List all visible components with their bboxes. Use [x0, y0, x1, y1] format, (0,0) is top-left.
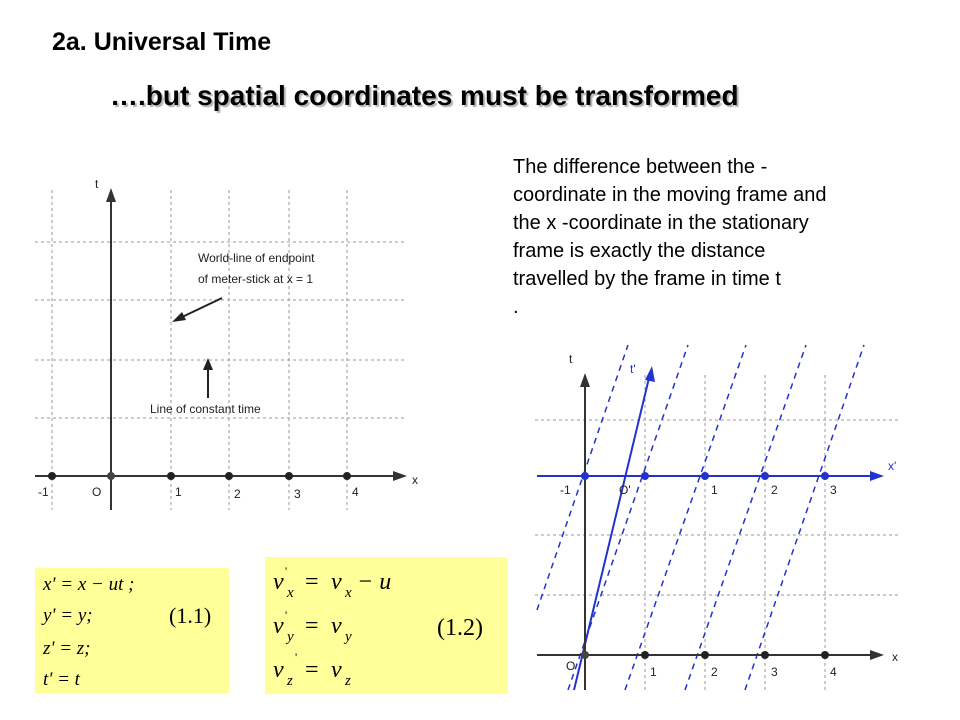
left-x-label: x — [412, 473, 418, 487]
lower-point-2 — [701, 651, 709, 659]
left-tick-label: 3 — [294, 487, 301, 501]
eq-prime: ' — [285, 564, 288, 578]
x-prime-arrow-icon — [870, 471, 884, 481]
equation-line: x' = x − ut ; — [43, 574, 135, 595]
velocity-equation-x — [273, 564, 391, 601]
eq-lhs: v — [273, 657, 284, 683]
eq-rhs-sub: x — [345, 585, 352, 601]
annotation-worldline-line1: World-line of endpoint — [198, 251, 315, 265]
right-t-axis-arrow-icon — [580, 373, 590, 387]
annotation-constant-time: Line of constant time — [150, 402, 261, 416]
description-line: The difference between the - — [513, 156, 768, 178]
left-origin-label: O — [92, 485, 102, 499]
eq-equals: = — [305, 657, 319, 683]
eq-equals: = — [305, 613, 319, 639]
lower-point-4 — [821, 651, 829, 659]
eq-rhs: v — [331, 569, 342, 595]
t-prime-label: t' — [630, 362, 636, 376]
description-line: the x -coordinate in the stationary — [513, 212, 809, 234]
x-prime-label: x' — [888, 459, 897, 473]
slide-subtitle: ….but spatial coordinates must be transformed — [110, 80, 739, 111]
lower-tick-label: 1 — [650, 665, 657, 679]
equations-galilean-coordinates — [35, 568, 229, 693]
eq-lhs-sub: y — [287, 629, 294, 645]
eq-prime: ' — [285, 608, 288, 622]
upper-tick-label: O' — [619, 483, 631, 497]
lower-point-1 — [641, 651, 649, 659]
eq-lhs: v — [273, 569, 284, 595]
eq-rhs: v — [331, 657, 342, 683]
eq-rhs-sub: z — [345, 673, 351, 689]
left-tick-label: 4 — [352, 485, 359, 499]
eq-lhs: v — [273, 613, 284, 639]
equation-line: y' = y; — [43, 605, 93, 626]
description-line: coordinate in the moving frame and — [513, 184, 827, 206]
lower-point-origin — [581, 651, 589, 659]
eq-lhs-sub: x — [287, 585, 294, 601]
lower-tick-label: 2 — [711, 665, 718, 679]
eq-rhs-sub: y — [345, 629, 352, 645]
left-tick-label: -1 — [38, 485, 49, 499]
lower-point-3 — [761, 651, 769, 659]
eq-rhs: v — [331, 613, 342, 639]
equations-velocity-transform — [265, 557, 508, 694]
right-x-axis-arrow-icon — [870, 650, 884, 660]
left-tick-label: 1 — [175, 485, 182, 499]
upper-point-3 — [821, 472, 829, 480]
equation-number: (1.2) — [437, 615, 483, 641]
left-t-label: t — [95, 177, 99, 191]
equation-number: (1.1) — [169, 603, 212, 628]
right-grid — [535, 375, 900, 690]
right-t-label: t — [569, 352, 573, 366]
description-line: travelled by the frame in time t — [513, 268, 781, 290]
eq-equals: = — [305, 569, 319, 595]
right-x-label: x — [892, 650, 898, 664]
left-tick-label: 2 — [234, 487, 241, 501]
eq-lhs-sub: z — [287, 673, 293, 689]
velocity-equation-z — [273, 650, 351, 689]
upper-point-1 — [701, 472, 709, 480]
description-line: . — [513, 296, 519, 318]
eq-prime: ' — [295, 650, 298, 664]
upper-tick-label: 3 — [830, 483, 837, 497]
upper-point-minus-1 — [581, 472, 589, 480]
description-line: frame is exactly the distance — [513, 240, 766, 262]
upper-point-origin-prime — [641, 472, 649, 480]
lower-tick-label: 4 — [830, 665, 837, 679]
upper-point-2 — [761, 472, 769, 480]
upper-tick-label: 2 — [771, 483, 778, 497]
lower-origin-label: O — [566, 659, 576, 673]
velocity-equation-y — [273, 608, 352, 645]
upper-tick-label: 1 — [711, 483, 718, 497]
lower-tick-label: 3 — [771, 665, 778, 679]
annotation-worldline-line2: of meter-stick at x = 1 — [198, 272, 314, 286]
slide-title: 2a. Universal Time — [52, 28, 272, 56]
upper-tick-label: -1 — [560, 483, 571, 497]
equation-line: t' = t — [43, 669, 80, 690]
t-prime-arrow-icon — [645, 366, 655, 382]
equation-line: z' = z; — [43, 638, 91, 659]
eq-tail: − u — [357, 569, 392, 595]
